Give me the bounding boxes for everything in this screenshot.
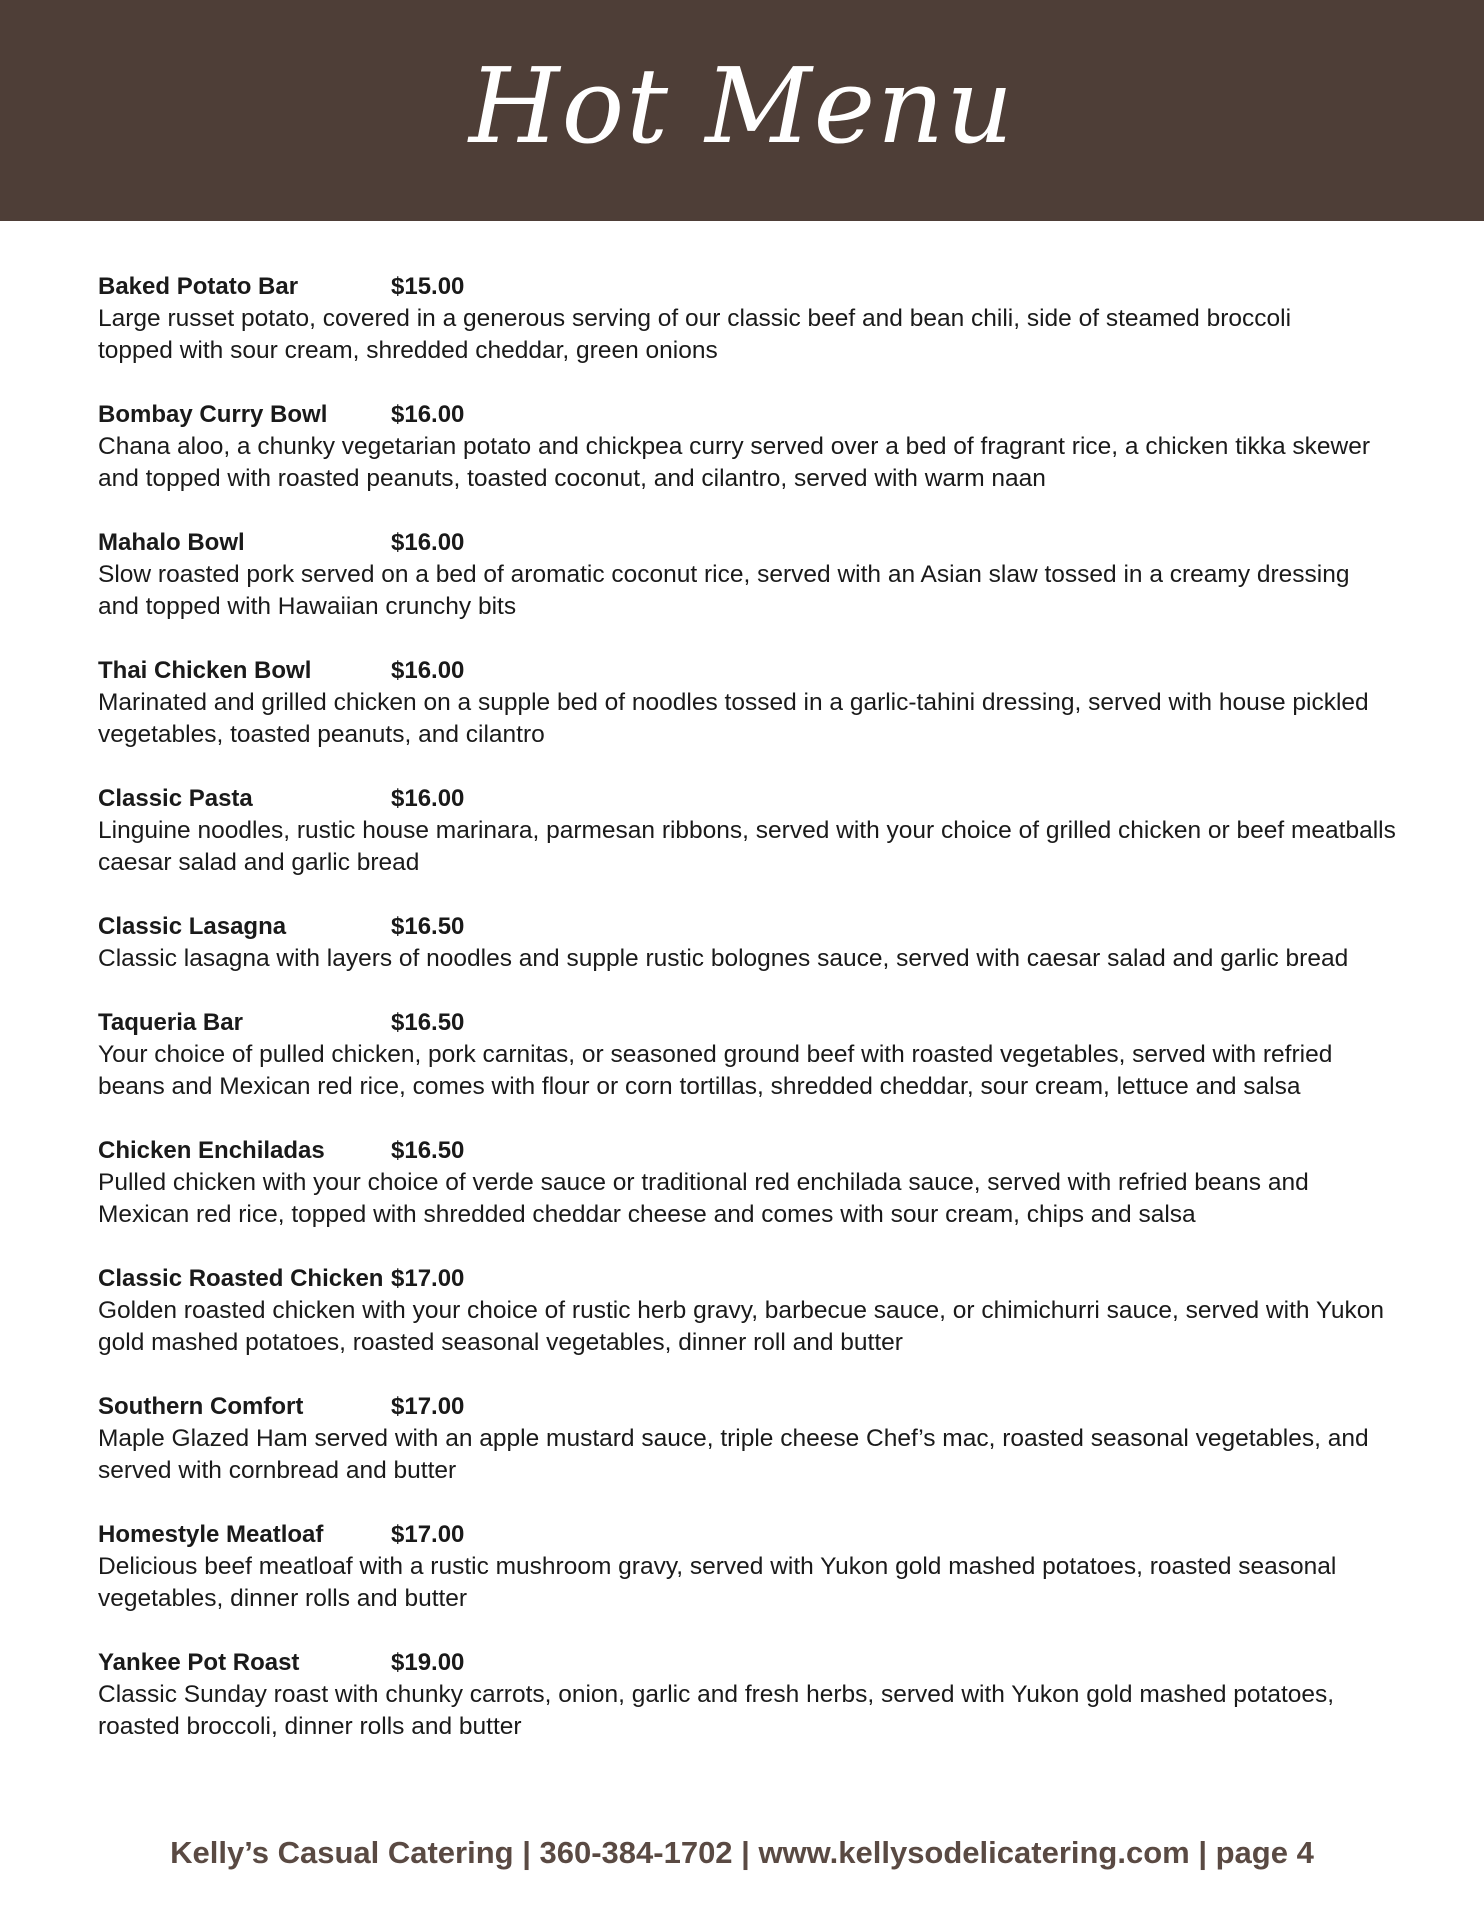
- item-price: $16.00: [391, 529, 465, 556]
- item-name: Classic Lasagna: [98, 913, 287, 940]
- item-name: Chicken Enchiladas: [98, 1137, 325, 1164]
- menu-item: [98, 1135, 1468, 1231]
- item-price: $17.00: [391, 1393, 465, 1420]
- menu-item: [98, 1007, 1468, 1103]
- menu-item: [98, 399, 1468, 495]
- item-name: Yankee Pot Roast: [98, 1649, 300, 1676]
- header-banner: [0, 0, 1484, 221]
- item-name: Classic Pasta: [98, 785, 253, 812]
- item-description: Linguine noodles, rustic house marinara, parmesan ribbons, served with your choice of grilled chicken or beef meatballs caesar salad and garlic bread: [98, 817, 1396, 876]
- item-price: $19.00: [391, 1649, 465, 1676]
- item-price: $16.00: [391, 401, 465, 428]
- menu-item: [98, 527, 1468, 623]
- item-price: $17.00: [391, 1521, 465, 1548]
- menu-item: [98, 1263, 1468, 1359]
- item-name: Southern Comfort: [98, 1393, 304, 1420]
- item-price: $15.00: [391, 273, 465, 300]
- menu-item: [98, 1391, 1468, 1487]
- item-name: Bombay Curry Bowl: [98, 401, 328, 428]
- menu-item: [98, 911, 1468, 975]
- item-name: Baked Potato Bar: [98, 273, 299, 300]
- item-description: Classic Sunday roast with chunky carrots, onion, garlic and fresh herbs, served with Yukon gold mashed potatoes, roasted broccoli, dinner rolls and butter: [98, 1681, 1335, 1740]
- menu-item: [98, 655, 1468, 751]
- menu-item: [98, 783, 1468, 879]
- menu-list: [98, 271, 1468, 1775]
- item-name: Mahalo Bowl: [98, 529, 245, 556]
- item-price: $16.50: [391, 1009, 465, 1036]
- item-description: Chana aloo, a chunky vegetarian potato and chickpea curry served over a bed of fragrant rice, a chicken tikka skewer and topped with roasted peanuts, toasted coconut, and cilantro, served with warm naan: [98, 433, 1370, 492]
- footer-contact: Kelly’s Casual Catering | 360-384-1702 | www.kellysodelicatering.com | page 4: [170, 1835, 1314, 1870]
- item-name: Classic Roasted Chicken: [98, 1265, 384, 1292]
- item-description: Delicious beef meatloaf with a rustic mushroom gravy, served with Yukon gold mashed potatoes, roasted seasonal vegetables, dinner rolls and butter: [98, 1553, 1337, 1612]
- item-description: Marinated and grilled chicken on a supple bed of noodles tossed in a garlic-tahini dressing, served with house pickled vegetables, toasted peanuts, and cilantro: [98, 689, 1369, 748]
- item-description: Maple Glazed Ham served with an apple mustard sauce, triple cheese Chef’s mac, roasted seasonal vegetables, and served with cornbread and butter: [98, 1425, 1369, 1484]
- item-name: Homestyle Meatloaf: [98, 1521, 324, 1548]
- item-description: Pulled chicken with your choice of verde sauce or traditional red enchilada sauce, served with refried beans and Mexican red rice, topped with shredded cheddar cheese and comes with sour cream, chips and salsa: [98, 1169, 1309, 1228]
- item-price: $17.00: [391, 1265, 465, 1292]
- item-description: Golden roasted chicken with your choice of rustic herb gravy, barbecue sauce, or chimichurri sauce, served with Yukon gold mashed potatoes, roasted seasonal vegetables, dinner roll and butter: [98, 1297, 1384, 1356]
- menu-item: [98, 1647, 1468, 1743]
- item-price: $16.00: [391, 785, 465, 812]
- item-description: Classic lasagna with layers of noodles and supple rustic bolognes sauce, served with caesar salad and garlic bread: [98, 945, 1349, 972]
- menu-item: [98, 271, 1468, 367]
- item-description: Your choice of pulled chicken, pork carnitas, or seasoned ground beef with roasted vegetables, served with refried beans and Mexican red rice, comes with flour or corn tortillas, shredded cheddar, sour cream, lettuce and salsa: [98, 1041, 1333, 1100]
- page-title: Hot Menu: [468, 44, 1016, 167]
- item-name: Thai Chicken Bowl: [98, 657, 312, 684]
- item-price: $16.00: [391, 657, 465, 684]
- item-description: Large russet potato, covered in a generous serving of our classic beef and bean chili, side of steamed broccoli topped with sour cream, shredded cheddar, green onions: [98, 305, 1292, 364]
- item-description: Slow roasted pork served on a bed of aromatic coconut rice, served with an Asian slaw tossed in a creamy dressing and topped with Hawaiian crunchy bits: [98, 561, 1350, 620]
- item-price: $16.50: [391, 913, 465, 940]
- menu-item: [98, 1519, 1468, 1615]
- item-name: Taqueria Bar: [98, 1009, 243, 1036]
- item-price: $16.50: [391, 1137, 465, 1164]
